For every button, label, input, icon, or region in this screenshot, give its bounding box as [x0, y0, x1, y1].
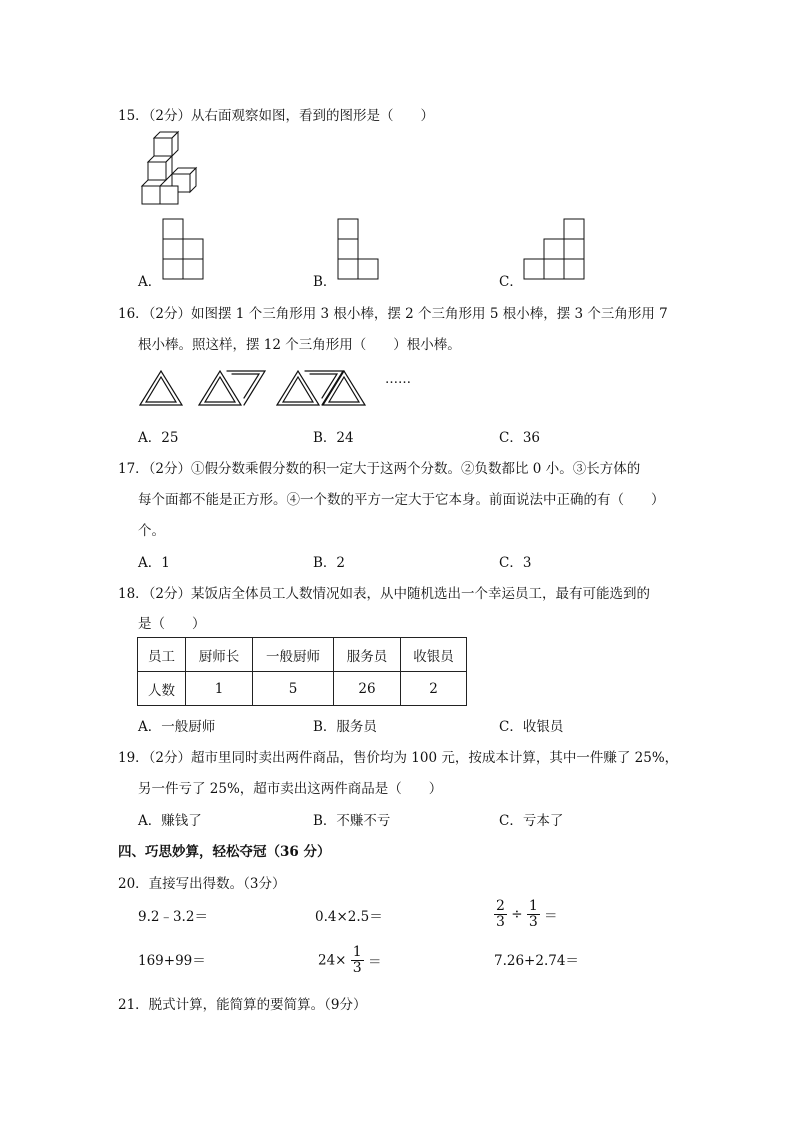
- q17-line1: 17．（2分）①假分数乘假分数的积一定大于这两个分数。②负数都比 0 小。③长方体的: [118, 461, 641, 477]
- q15-text: 15．（2分）从右面观察如图，看到的图形是（ ）: [118, 108, 435, 124]
- q15-option-a-figure: [162, 218, 206, 280]
- q20-expr-2: 0.4×2.5＝: [315, 909, 383, 925]
- q16-option-a[interactable]: A．25: [138, 430, 179, 446]
- table-header-row: [138, 638, 467, 672]
- q16-option-c[interactable]: C．36: [499, 430, 541, 446]
- q17-option-a[interactable]: A．1: [138, 555, 170, 571]
- table-cell: 收银员: [401, 638, 467, 672]
- q19-option-c[interactable]: C．亏本了: [499, 813, 564, 829]
- q15-option-c-figure: [523, 218, 587, 280]
- q19-option-a[interactable]: A．赚钱了: [138, 813, 202, 829]
- q15-3d-cube-figure: [136, 130, 200, 208]
- table-cell: 5: [253, 672, 334, 706]
- q20-expr-3: $\frac{2}{3}$ ÷ $\frac{1}{3}$ ＝: [496, 898, 558, 930]
- table-cell: 1: [186, 672, 253, 706]
- q20-expr-4: 169+99＝: [138, 953, 206, 969]
- table-cell: 一般厨师: [253, 638, 334, 672]
- q15-option-a[interactable]: A．: [138, 274, 162, 290]
- q18-line2: 是（ ）: [138, 616, 206, 632]
- q16-stick-triangles-figure: [137, 365, 377, 413]
- q16-line2: 根小棒。照这样，摆 12 个三角形用（ ）根小棒。: [138, 337, 461, 353]
- q16-option-b[interactable]: B．24: [313, 430, 354, 446]
- table-cell: 厨师长: [186, 638, 253, 672]
- table-cell: 26: [334, 672, 401, 706]
- fraction: $\frac{2}{3}$: [496, 898, 505, 930]
- q16-ellipsis: ……: [385, 372, 411, 387]
- table-row: [138, 672, 467, 706]
- q17-line2: 每个面都不能是正方形。④一个数的平方一定大于它本身。前面说法中正确的有（ ）: [138, 492, 665, 508]
- q16-line1: 16．（2分）如图摆 1 个三角形用 3 根小棒，摆 2 个三角形用 5 根小棒，摆 3 个三角形用 7: [118, 306, 668, 322]
- q20-expr-5: 24× $\frac{1}{3}$ ＝: [318, 944, 382, 976]
- q18-option-c[interactable]: C．收银员: [499, 719, 564, 735]
- q18-option-a[interactable]: A．一般厨师: [138, 719, 216, 735]
- fraction: $\frac{1}{3}$: [352, 944, 362, 976]
- q20-title: 20．直接写出得数。（3分）: [118, 876, 286, 892]
- q20-expr-1: 9.2﹣3.2＝: [138, 909, 208, 925]
- q20-expr-6: 7.26+2.74＝: [494, 953, 579, 969]
- fraction: $\frac{1}{3}$: [528, 898, 538, 930]
- table-cell: 服务员: [334, 638, 401, 672]
- table-cell: 2: [401, 672, 467, 706]
- section-heading: 四、巧思妙算，轻松夺冠（36 分）: [118, 844, 331, 860]
- q19-option-b[interactable]: B．不赚不亏: [313, 813, 391, 829]
- q17-line3: 个。: [138, 523, 165, 539]
- q21-title: 21．脱式计算，能简算的要简算。（9分）: [118, 997, 367, 1013]
- staff-count-table: [137, 637, 467, 706]
- q19-line2: 另一件亏了 25%，超市卖出这两件商品是（ ）: [138, 781, 443, 797]
- q18-line1: 18．（2分）某饭店全体员工人数情况如表，从中随机选出一个幸运员工，最有可能选到的: [118, 586, 651, 602]
- q15-option-b-figure: [337, 218, 381, 280]
- table-cell: 人数: [138, 672, 186, 706]
- q18-option-b[interactable]: B．服务员: [313, 719, 377, 735]
- q19-line1: 19．（2分）超市里同时卖出两件商品，售价均为 100 元，按成本计算，其中一件赚了 25%，: [118, 750, 679, 766]
- q17-option-b[interactable]: B．2: [313, 555, 346, 571]
- q15-option-c[interactable]: C．: [499, 274, 523, 290]
- q17-option-c[interactable]: C．3: [499, 555, 532, 571]
- table-cell: 员工: [138, 638, 186, 672]
- q15-option-b[interactable]: B．: [313, 274, 337, 290]
